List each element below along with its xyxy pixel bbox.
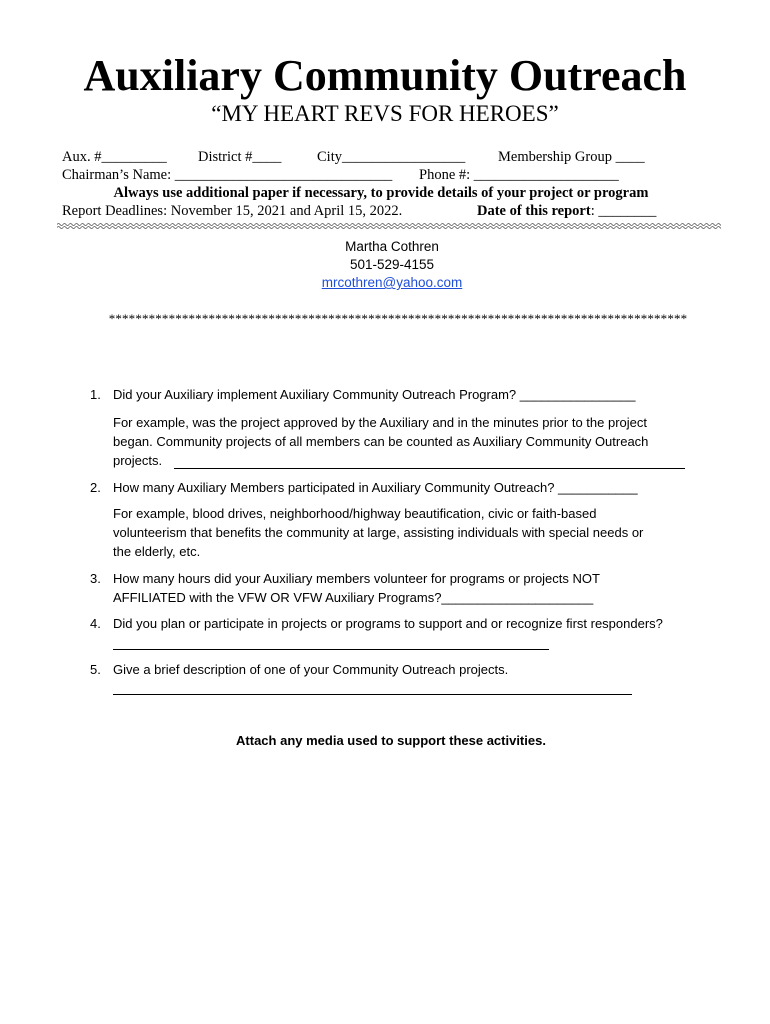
question-4-number: 4. <box>90 616 101 631</box>
question-5-answer-line[interactable] <box>113 694 632 695</box>
question-5-text: Give a brief description of one of your Community Outreach projects. <box>113 662 509 677</box>
question-1-detail-line-1: For example, was the project approved by the Auxiliary and in the minutes prior to the project <box>113 415 648 430</box>
chairman-name-field[interactable]: Chairman’s Name: ______________________________ <box>62 167 393 183</box>
city-field[interactable]: City_________________ <box>317 149 466 165</box>
question-2-detail-line-1: For example, blood drives, neighborhood/highway beautification, civic or faith-based <box>113 506 597 521</box>
attach-media-note: Attach any media used to support these activities. <box>236 733 546 748</box>
report-deadlines: Report Deadlines: November 15, 2021 and April 15, 2022. <box>62 203 403 219</box>
question-2-number: 2. <box>90 480 101 495</box>
question-1-detail-line-3: projects. <box>113 453 163 468</box>
date-of-report-field[interactable] <box>477 203 656 220</box>
membership-group-field[interactable]: Membership Group ____ <box>498 149 645 165</box>
question-3-text-line-2[interactable]: AFFILIATED with the VFW OR VFW Auxiliary Programs?_____________________ <box>113 590 594 605</box>
contact-phone: 501-529-4155 <box>349 257 435 272</box>
contact-name: Martha Cothren <box>345 239 439 254</box>
question-1-number: 1. <box>90 387 101 402</box>
question-2-detail-line-3: the elderly, etc. <box>113 544 201 559</box>
date-of-report-blank: : ________ <box>590 203 657 219</box>
question-5-number: 5. <box>90 662 101 677</box>
contact-email-link[interactable]: mrcothren@yahoo.com <box>321 275 463 290</box>
phone-field[interactable]: Phone #: ____________________ <box>419 167 619 183</box>
star-separator: *************************************************************************************** <box>108 311 688 326</box>
question-2-detail-line-2: volunteerism that benefits the community at large, assisting individuals with special needs or <box>113 525 644 540</box>
aux-number-field[interactable]: Aux. #_________ <box>62 149 167 165</box>
additional-paper-note: Always use additional paper if necessary, to provide details of your project or program <box>113 185 649 201</box>
wavy-divider <box>57 222 721 230</box>
question-2-text[interactable]: How many Auxiliary Members participated in Auxiliary Community Outreach? ___________ <box>113 480 638 495</box>
page-title: Auxiliary Community Outreach <box>83 51 687 100</box>
question-3-number: 3. <box>90 571 101 586</box>
district-number-field[interactable]: District #____ <box>198 149 282 165</box>
question-4-text: Did you plan or participate in projects or programs to support and or recognize first responders? <box>113 616 663 631</box>
date-of-report-label: Date of this report <box>477 203 591 219</box>
page-subtitle: “MY HEART REVS FOR HEROES” <box>211 101 559 126</box>
question-1-text[interactable]: Did your Auxiliary implement Auxiliary Community Outreach Program? ________________ <box>113 387 636 402</box>
question-3-text: How many hours did your Auxiliary members volunteer for programs or projects NOT <box>113 571 600 586</box>
question-1-answer-line[interactable] <box>174 468 685 469</box>
question-4-answer-line[interactable] <box>113 649 549 650</box>
question-1-detail-line-2: began. Community projects of all members can be counted as Auxiliary Community Outreach <box>113 434 649 449</box>
